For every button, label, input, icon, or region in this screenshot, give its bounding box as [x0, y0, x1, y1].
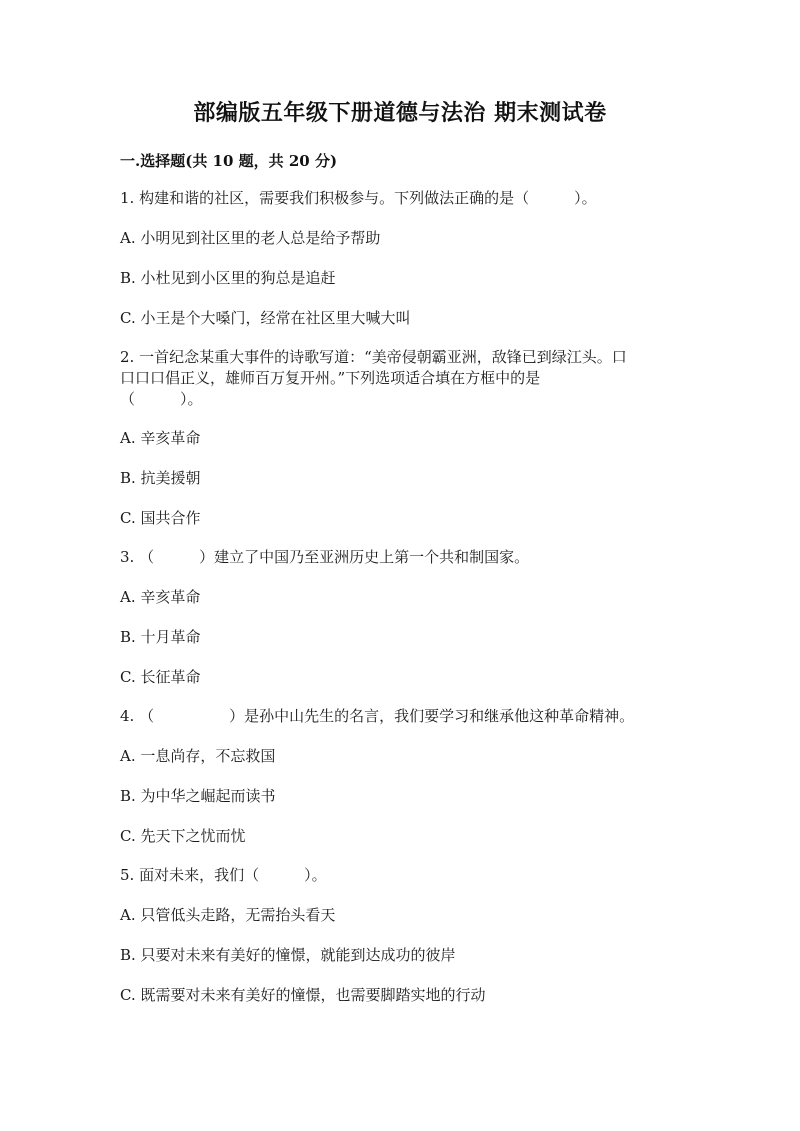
- question-3-option-a[interactable]: A. 辛亥革命: [120, 588, 201, 606]
- question-4-option-a[interactable]: A. 一息尚存，不忘救国: [120, 747, 276, 765]
- question-1-text: 1. 构建和谐的社区，需要我们积极参与。下列做法正确的是（ ）。: [120, 189, 597, 207]
- section-header: 一.选择题(共 10 题，共 20 分): [120, 152, 338, 170]
- question-5-text: 5. 面对未来，我们（ ）。: [120, 866, 327, 884]
- question-5-option-c[interactable]: C. 既需要对未来有美好的憧憬，也需要脚踏实地的行动: [120, 986, 486, 1004]
- question-4-option-b[interactable]: B. 为中华之崛起而读书: [120, 787, 276, 805]
- question-2-option-a[interactable]: A. 辛亥革命: [120, 429, 201, 447]
- question-5-option-a[interactable]: A. 只管低头走路，无需抬头看天: [120, 906, 336, 924]
- question-2-text-line-2: 口口口倡正义，雄师百万复开州。”下列选项适合填在方框中的是: [120, 369, 541, 387]
- question-2-text-line-3: （ ）。: [120, 390, 203, 408]
- question-5-option-b[interactable]: B. 只要对未来有美好的憧憬，就能到达成功的彼岸: [120, 946, 456, 964]
- question-2-text-line-1: 2. 一首纪念某重大事件的诗歌写道：“美帝侵朝霸亚洲，敌锋已到绿江头。口: [120, 348, 627, 366]
- question-1-option-c[interactable]: C. 小王是个大嗓门，经常在社区里大喊大叫: [120, 309, 411, 327]
- question-3-text: 3. （ ）建立了中国乃至亚洲历史上第一个共和制国家。: [120, 548, 530, 566]
- question-4-option-c[interactable]: C. 先天下之忧而忧: [120, 827, 246, 845]
- page-title: 部编版五年级下册道德与法治 期末测试卷: [193, 100, 607, 126]
- question-3-option-b[interactable]: B. 十月革命: [120, 628, 201, 646]
- question-1-option-a[interactable]: A. 小明见到社区里的老人总是给予帮助: [120, 229, 381, 247]
- question-2-option-b[interactable]: B. 抗美援朝: [120, 469, 201, 487]
- question-2-option-c[interactable]: C. 国共合作: [120, 509, 201, 527]
- question-4-text: 4. （ ）是孙中山先生的名言，我们要学习和继承他这种革命精神。: [120, 707, 635, 725]
- question-3-option-c[interactable]: C. 长征革命: [120, 668, 201, 686]
- question-1-option-b[interactable]: B. 小杜见到小区里的狗总是追赶: [120, 269, 336, 287]
